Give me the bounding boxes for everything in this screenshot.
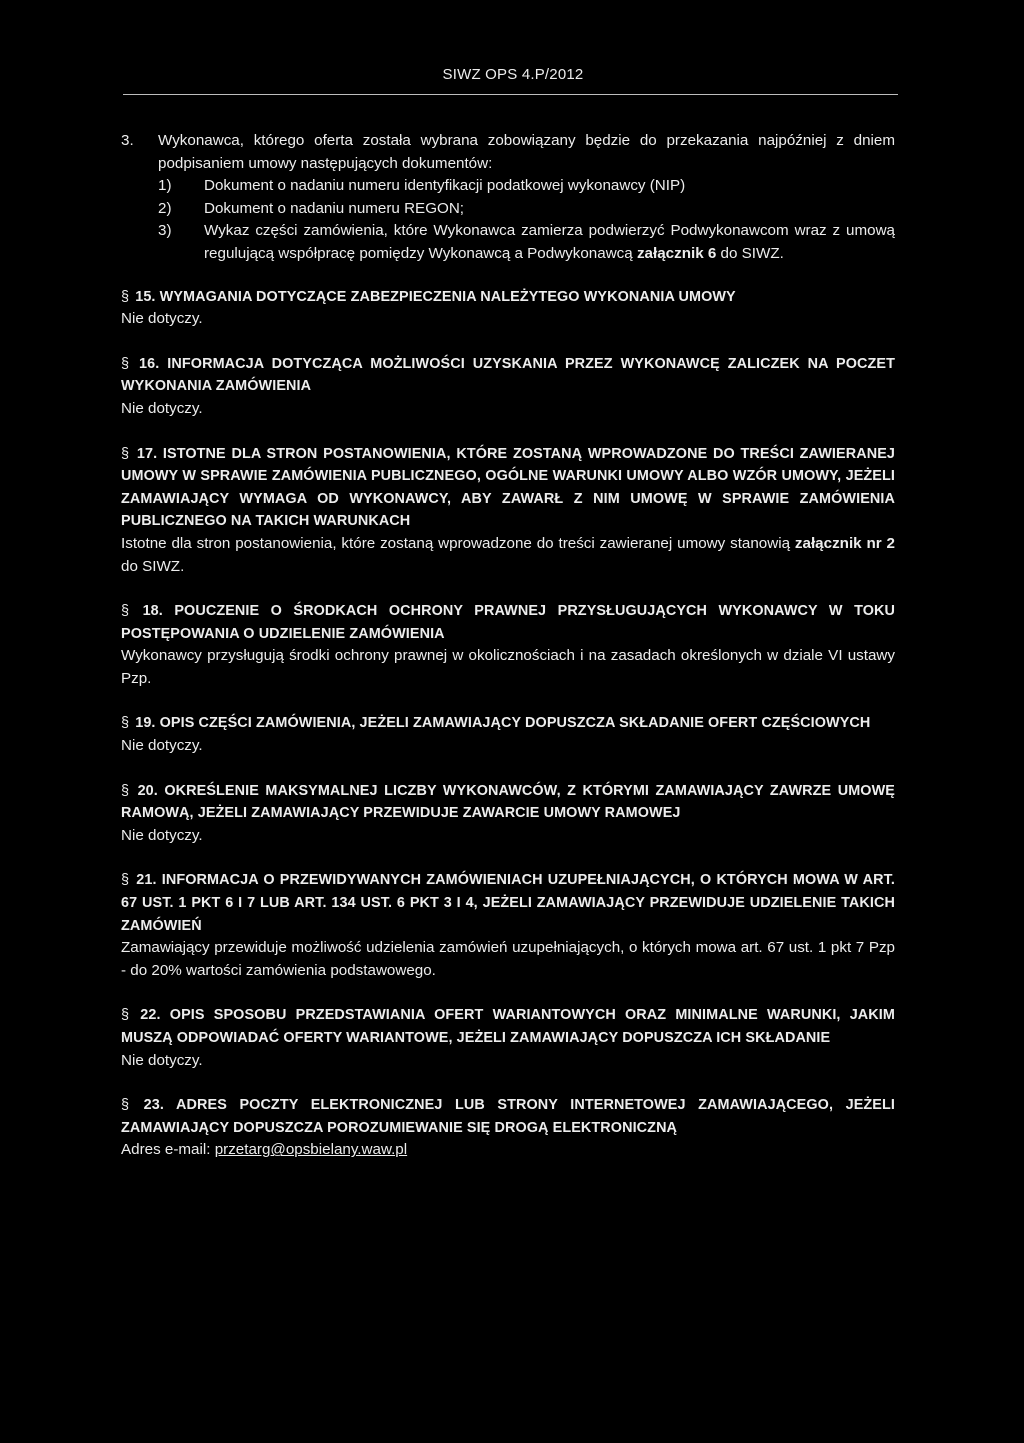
section-number: 16. [139, 355, 160, 372]
item-number: 3. [121, 132, 134, 149]
subitem-tail: do SIWZ. [716, 244, 784, 262]
section-text: Nie dotyczy. [121, 1051, 203, 1069]
section-title: POUCZENIE O ŚRODKACH OCHRONY PRAWNEJ PRZYSŁUGUJĄCYCH WYKONAWCY W TOKU POSTĘPOWANIA O UDZIELENIE ZAMÓWIENIA [121, 603, 895, 642]
section-text: Wykonawcy przysługują środki ochrony prawnej w okolicznościach i na zasadach określonych w dziale VI ustawy Pzp. [121, 647, 895, 687]
section-number: 15. [135, 288, 156, 305]
page-content [121, 130, 895, 1162]
subitem [158, 198, 895, 221]
section-16 [121, 353, 895, 421]
section-number: 20. [137, 782, 158, 799]
section-text: Istotne dla stron postanowienia, które zostaną wprowadzone do treści zawieranej umowy stanowią [121, 534, 791, 552]
subitem-number: 2) [158, 199, 172, 217]
section-heading [121, 353, 895, 398]
subitem-number: 1) [158, 177, 172, 195]
section-number: 22. [140, 1007, 161, 1024]
section-symbol: § [121, 355, 130, 372]
section-18 [121, 600, 895, 690]
section-number: 23. [143, 1097, 164, 1114]
section-text: Nie dotyczy. [121, 737, 203, 755]
subitem-number: 3) [158, 222, 172, 240]
subitem [158, 175, 895, 198]
section-15 [121, 286, 895, 331]
section-text: Nie dotyczy. [121, 399, 203, 417]
section-symbol: § [121, 782, 130, 799]
section-22 [121, 1004, 895, 1072]
section-heading [121, 780, 895, 825]
section-21 [121, 869, 895, 982]
section-symbol: § [121, 288, 130, 305]
section-number: 17. [136, 445, 158, 462]
section-symbol: § [121, 1097, 130, 1114]
section-number: 18. [142, 603, 163, 620]
attachment-ref: załącznik 6 [636, 244, 717, 262]
section-20 [121, 780, 895, 848]
section-title: INFORMACJA DOTYCZĄCA MOŻLIWOŚCI UZYSKANIA PRZEZ WYKONAWCĘ ZALICZEK NA POCZET WYKONANIA ZAMÓWIENIA [121, 355, 895, 395]
subitem-text: Dokument o nadaniu numeru REGON; [204, 199, 465, 217]
section-heading [121, 712, 895, 735]
header-rule [123, 94, 898, 95]
subitem-text: Dokument o nadaniu numeru identyfikacji podatkowej wykonawcy (NIP) [204, 177, 686, 195]
section-text: Adres e-mail: [121, 1141, 215, 1159]
section-heading [121, 1004, 895, 1049]
section-title: OKREŚLENIE MAKSYMALNEJ LICZBY WYKONAWCÓW, Z KTÓRYMI ZAMAWIAJĄCY ZAWRZE UMOWĘ RAMOWĄ, JEŻELI ZAMAWIAJĄCY PRZEWIDUJE ZAWARCIE UMOWY RAMOWEJ [121, 782, 895, 822]
section-symbol: § [121, 445, 130, 462]
section-text: Nie dotyczy. [121, 310, 203, 328]
section-heading [121, 1094, 895, 1139]
section-23 [121, 1094, 895, 1162]
page-header [0, 66, 1024, 83]
section-heading [121, 869, 895, 937]
section-number: 21. [136, 872, 157, 889]
section-heading [121, 286, 895, 309]
document-id: SIWZ OPS 4.P/2012 [442, 66, 584, 83]
item-text: Wykonawca, którego oferta została wybrana zobowiązany będzie do przekazania najpóźniej z dniem podpisaniem umowy następujących dokumentów: [158, 132, 895, 172]
subitem-text: Wykaz części zamówienia, które Wykonawca zamierza podwierzyć Podwykonawcom wraz z umową regulującą współpracę pomiędzy Wykonawcą a Podwykonawcą [204, 222, 895, 262]
section-heading [121, 600, 895, 645]
item-3 [121, 130, 895, 266]
attachment-ref: załącznik nr 2 [794, 534, 895, 552]
section-title: OPIS SPOSOBU PRZEDSTAWIANIA OFERT WARIANTOWYCH ORAZ MINIMALNE WARUNKI, JAKIM MUSZĄ ODPOWIADAĆ OFERTY WARIANTOWE, JEŻELI ZAMAWIAJĄCY DOPUSZCZA ICH SKŁADANIE [121, 1007, 895, 1046]
section-symbol: § [121, 715, 130, 732]
section-title: INFORMACJA O PRZEWIDYWANYCH ZAMÓWIENIACH UZUPEŁNIAJĄCYCH, O KTÓRYCH MOWA W ART. 67 UST. 1 PKT 6 I 7 LUB ART. 134 UST. 6 PKT 3 I 4, JEŻELI ZAMAWIAJĄCY PRZEWIDUJE UDZIELENIE TAKICH ZAMÓWIEŃ [121, 872, 895, 934]
section-19 [121, 712, 895, 757]
section-text: Nie dotyczy. [121, 826, 203, 844]
section-title: OPIS CZĘŚCI ZAMÓWIENIA, JEŻELI ZAMAWIAJĄCY DOPUSZCZA SKŁADANIE OFERT CZĘŚCIOWYCH [159, 715, 871, 732]
section-heading [121, 443, 895, 533]
section-title: WYMAGANIA DOTYCZĄCE ZABEZPIECZENIA NALEŻYTEGO WYKONANIA UMOWY [159, 288, 736, 305]
section-17 [121, 443, 895, 579]
section-title: ADRES POCZTY ELEKTRONICZNEJ LUB STRONY INTERNETOWEJ ZAMAWIAJĄCEGO, JEŻELI ZAMAWIAJĄCY DOPUSZCZA POROZUMIEWANIE SIĘ DROGĄ ELEKTRONICZNĄ [121, 1097, 895, 1136]
section-symbol: § [121, 1007, 130, 1024]
section-number: 19. [135, 715, 156, 732]
section-symbol: § [121, 603, 130, 620]
section-tail: do SIWZ. [121, 557, 185, 575]
subitem [158, 220, 895, 265]
section-text: Zamawiający przewiduje możliwość udzielenia zamówień uzupełniających, o których mowa art. 67 ust. 1 pkt 7 Pzp - do 20% wartości zamówienia podstawowego. [121, 939, 895, 979]
section-symbol: § [121, 872, 130, 889]
section-title: ISTOTNE DLA STRON POSTANOWIENIA, KTÓRE ZOSTANĄ WPROWADZONE DO TREŚCI ZAWIERANEJ UMOWY W SPRAWIE ZAMÓWIENIA PUBLICZNEGO, OGÓLNE WARUNKI UMOWY ALBO WZÓR UMOWY, JEŻELI ZAMAWIAJĄCY WYMAGA OD WYKONAWCY, ABY ZAWARŁ Z NIM UMOWĘ W SPRAWIE ZAMÓWIENIA PUBLICZNEGO NA TAKICH WARUNKACH [121, 445, 895, 530]
email-link[interactable]: przetarg@opsbielany.waw.pl [214, 1141, 408, 1159]
